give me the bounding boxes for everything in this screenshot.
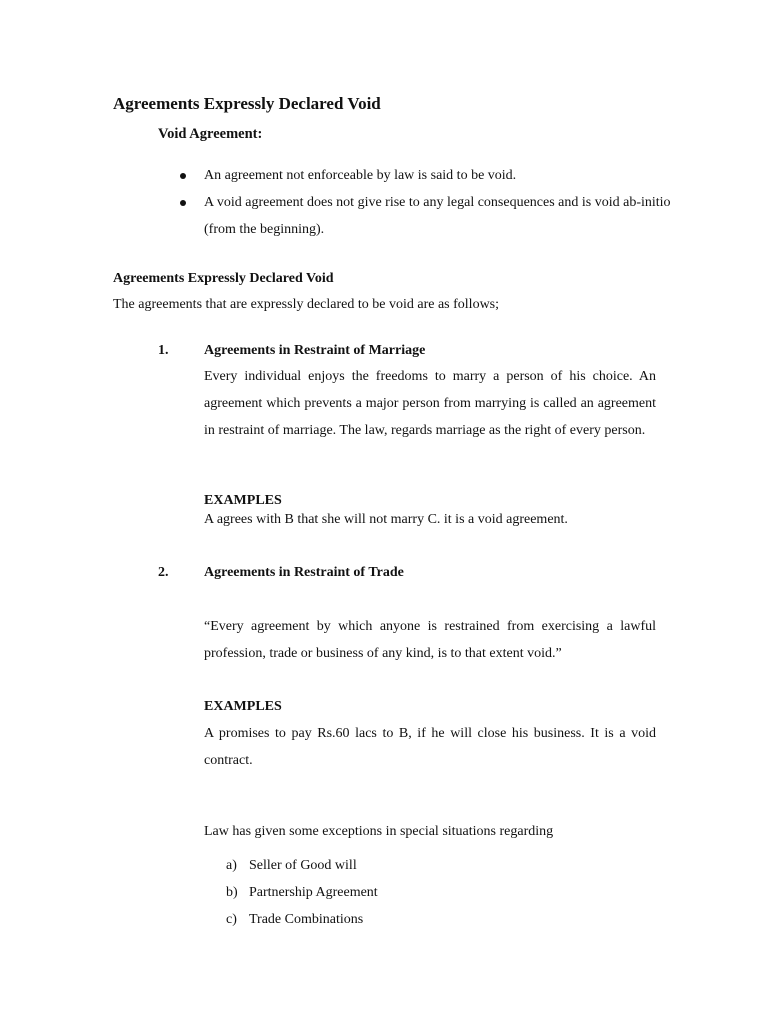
examples-heading: EXAMPLES xyxy=(204,699,282,714)
bullet-item xyxy=(176,189,676,243)
list-marker: b) xyxy=(226,885,238,900)
item-quote: “Every agreement by which anyone is restrained from exercising a lawful profession, trade or business of any kind, is to that extent void.” xyxy=(204,619,656,661)
list-item xyxy=(226,906,378,933)
bullet-text: A void agreement does not give rise to any legal consequences and is void ab-initio (from the beginning). xyxy=(204,195,671,237)
example-text: A promises to pay Rs.60 lacs to B, if he will close his business. It is a void contract. xyxy=(204,726,656,768)
list-item xyxy=(226,879,378,906)
bullet-item xyxy=(176,162,676,189)
list-marker: c) xyxy=(226,912,237,927)
item-number: 1. xyxy=(158,343,169,358)
example-text: A agrees with B that she will not marry C. it is a void agreement. xyxy=(204,512,568,527)
void-agreement-heading: Void Agreement: xyxy=(158,126,263,142)
list-item xyxy=(226,852,378,879)
exceptions-intro: Law has given some exceptions in special situations regarding xyxy=(204,824,554,839)
item-title: Agreements in Restraint of Marriage xyxy=(204,343,426,358)
item-number: 2. xyxy=(158,565,169,580)
document-title: Agreements Expressly Declared Void xyxy=(113,94,381,113)
section-heading: Agreements Expressly Declared Void xyxy=(113,271,334,286)
list-item-text: Partnership Agreement xyxy=(249,885,378,900)
section-intro: The agreements that are expressly declared to be void are as follows; xyxy=(113,297,500,312)
item-body: Every individual enjoys the freedoms to marry a person of his choice. An agreement which prevents a major person from marrying is called an agreement in restraint of marriage. The law, regards marriage as the right of every person. xyxy=(204,369,656,438)
bullet-dot-icon xyxy=(180,200,186,206)
item-title: Agreements in Restraint of Trade xyxy=(204,565,404,580)
examples-heading: EXAMPLES xyxy=(204,493,282,508)
list-marker: a) xyxy=(226,858,237,873)
list-item-text: Trade Combinations xyxy=(249,912,364,927)
exceptions-list xyxy=(226,852,378,933)
list-item-text: Seller of Good will xyxy=(249,858,357,873)
bullet-dot-icon xyxy=(180,173,186,179)
bullet-text: An agreement not enforceable by law is said to be void. xyxy=(204,168,517,183)
void-agreement-bullet-list xyxy=(176,162,676,243)
